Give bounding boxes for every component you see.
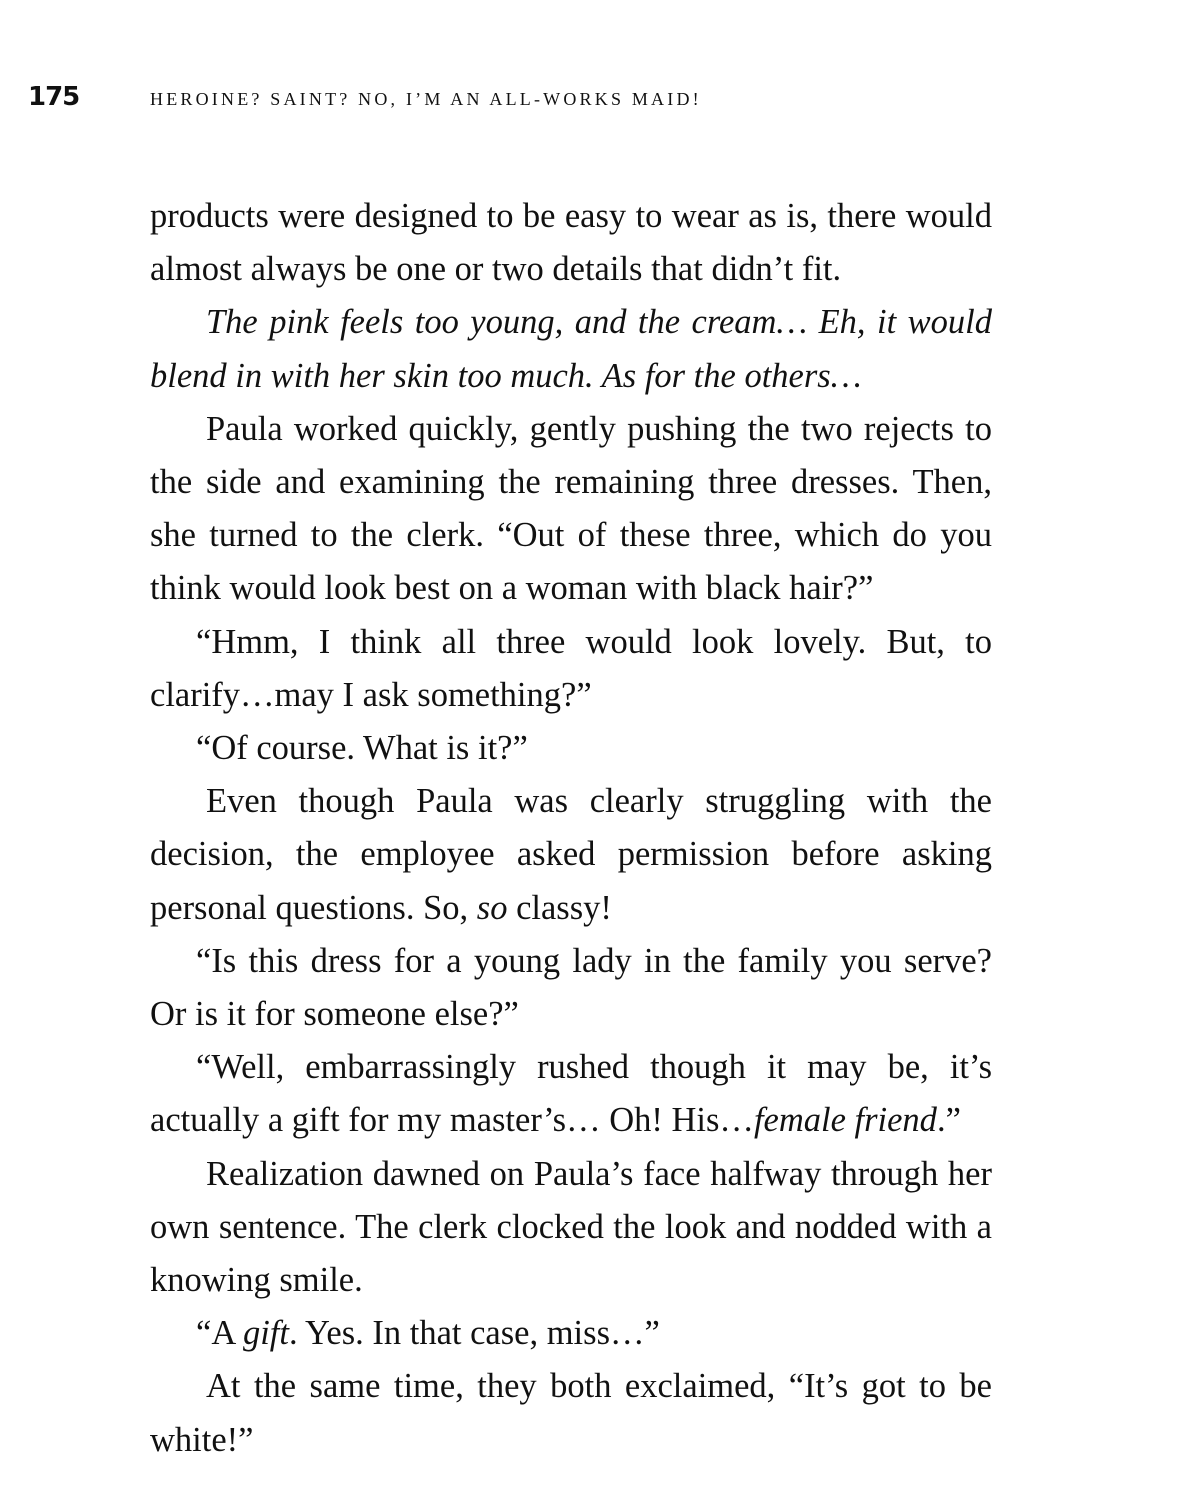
italic-run: gift (242, 1314, 289, 1353)
inner-thought-paragraph (150, 296, 992, 402)
text-run: “Is this dress for a young lady in the family you serve? Or is it for someone else?” (150, 941, 992, 1034)
text-run: “A (196, 1314, 243, 1353)
text-run: At the same time, they both exclaimed, “It’s got to be white!” (150, 1367, 992, 1459)
text-run: Realization dawned on Paula’s face halfway through her own sentence. The clerk clocked the look and nodded with a knowing smile. (150, 1154, 992, 1300)
paragraph (150, 403, 992, 616)
paragraph (150, 1360, 992, 1466)
text-run: “Of course. What is it?” (196, 729, 528, 768)
dialogue-paragraph (150, 1307, 992, 1360)
italic-run: The pink feels too young, and the cream… Eh, it would blend in with her skin too much. As for the others… (150, 303, 992, 395)
italic-run: female friend (753, 1101, 937, 1140)
paragraph (150, 190, 992, 296)
text-run: . Yes. In that case, miss…” (288, 1314, 660, 1353)
dialogue-paragraph (150, 616, 992, 722)
text-run: .” (936, 1101, 961, 1140)
dialogue-paragraph (150, 935, 992, 1041)
text-run: Even though Paula was clearly struggling with the decision, the employee asked permission before asking personal questions. So, (150, 782, 992, 927)
paragraph (150, 1148, 992, 1308)
text-run: Paula worked quickly, gently pushing the two rejects to the side and examining the remaining three dresses. Then, she turned to the clerk. “Out of these three, which do you think would look best on a woman with black hair?” (150, 409, 992, 608)
page-number: 175 (28, 82, 80, 112)
paragraph (150, 775, 992, 935)
text-run: “Hmm, I think all three would look lovely. But, to clarify…may I ask something?” (150, 622, 992, 714)
body-text (150, 190, 992, 1467)
running-head: HEROINE? SAINT? NO, I’M AN ALL-WORKS MAID! (150, 89, 702, 109)
page-header (28, 82, 1160, 122)
italic-run: so (476, 888, 508, 927)
dialogue-paragraph (150, 1041, 992, 1147)
dialogue-paragraph (150, 722, 992, 775)
text-run: “Well, embarrassingly rushed though it may be, it’s actually a gift for my master’s… Oh! His… (150, 1048, 992, 1140)
text-run: products were designed to be easy to wear as is, there would almost always be one or two details that didn’t fit. (150, 197, 992, 289)
text-run: classy! (507, 888, 612, 927)
